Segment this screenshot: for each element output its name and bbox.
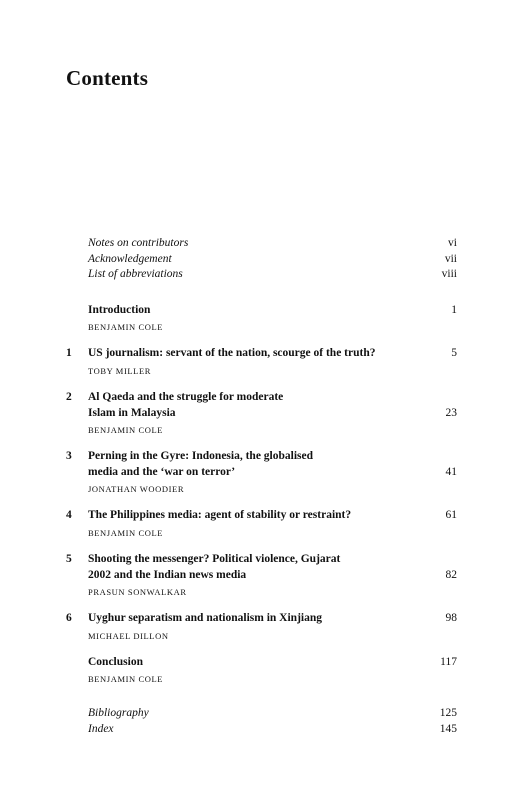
toc-entry-author: JONATHAN WOODIER — [88, 484, 185, 494]
toc-entry-conclusion — [88, 654, 457, 671]
toc-entry-author: TOBY MILLER — [88, 366, 152, 376]
toc-entry-title: Islam in Malaysia — [88, 407, 176, 419]
chapter-number: 3 — [66, 450, 72, 462]
toc-entry-title: Conclusion — [88, 656, 143, 668]
toc-entry-title: US journalism: servant of the nation, scourge of the truth? — [88, 347, 376, 359]
toc-entry-notes — [88, 235, 457, 252]
toc-entry-chapter-5-line-2 — [88, 567, 457, 584]
toc-entry-page: 61 — [445, 509, 457, 521]
chapter-number: 6 — [66, 612, 72, 624]
toc-entry-page: 117 — [440, 656, 457, 668]
toc-entry-title: media and the ‘war on terror’ — [88, 466, 236, 478]
toc-entry-author: MICHAEL DILLON — [88, 631, 169, 641]
toc-entry-title: List of abbreviations — [88, 268, 183, 280]
chapter-number: 5 — [66, 553, 72, 565]
toc-entry-page: 41 — [445, 466, 457, 478]
toc-entry-title: Introduction — [88, 304, 151, 316]
toc-entry-index — [88, 721, 457, 738]
toc-entry-title: 2002 and the Indian news media — [88, 569, 247, 581]
toc-entry-chapter-3-line-2 — [88, 464, 457, 481]
toc-entry-chapter-4 — [66, 507, 457, 524]
toc-entry-author: BENJAMIN COLE — [88, 322, 164, 332]
toc-entry-chapter-6 — [66, 610, 457, 627]
toc-entry-author: BENJAMIN COLE — [88, 425, 164, 435]
toc-entry-introduction — [88, 302, 457, 319]
toc-entry-title: Index — [88, 723, 114, 735]
toc-entry-page: 23 — [445, 407, 457, 419]
toc-entry-page: viii — [441, 268, 457, 280]
toc-entry-title: Bibliography — [88, 707, 149, 719]
toc-entry-page: vii — [444, 253, 457, 265]
toc-entry-title: The Philippines media: agent of stability or restraint? — [88, 509, 352, 521]
toc-entry-title: Notes on contributors — [88, 237, 189, 249]
toc-entry-page: 125 — [439, 707, 457, 719]
toc-entry-page: vi — [448, 237, 457, 249]
chapter-number: 2 — [66, 391, 72, 403]
toc-entry-chapter-1 — [66, 345, 457, 362]
chapter-number: 4 — [66, 509, 72, 521]
toc-entry-author: BENJAMIN COLE — [88, 674, 164, 684]
toc-entry-chapter-5 — [66, 551, 457, 568]
toc-entry-title: Acknowledgement — [88, 253, 172, 265]
page-title: Contents — [66, 66, 149, 90]
toc-entry-page: 98 — [445, 612, 457, 624]
toc-entry-bibliography — [88, 705, 457, 722]
toc-entry-author: BENJAMIN COLE — [88, 528, 164, 538]
chapter-number: 1 — [66, 347, 72, 359]
toc-entry-title: Shooting the messenger? Political violence, Gujarat — [88, 553, 341, 565]
toc-entry-page: 1 — [451, 304, 457, 316]
toc-entry-abbreviations — [88, 266, 457, 283]
toc-entry-page: 82 — [445, 569, 457, 581]
toc-entry-chapter-2-line-2 — [88, 405, 457, 422]
toc-entry-author: PRASUN SONWALKAR — [88, 587, 187, 597]
toc-entry-title: Uyghur separatism and nationalism in Xinjiang — [88, 612, 322, 624]
toc-entry-page: 5 — [451, 347, 457, 359]
toc-entry-title: Al Qaeda and the struggle for moderate — [88, 391, 284, 403]
toc-entry-chapter-3 — [66, 448, 457, 465]
toc-entry-chapter-2 — [66, 389, 457, 406]
toc-entry-title: Perning in the Gyre: Indonesia, the globalised — [88, 450, 314, 462]
toc-entry-page: 145 — [439, 723, 457, 735]
